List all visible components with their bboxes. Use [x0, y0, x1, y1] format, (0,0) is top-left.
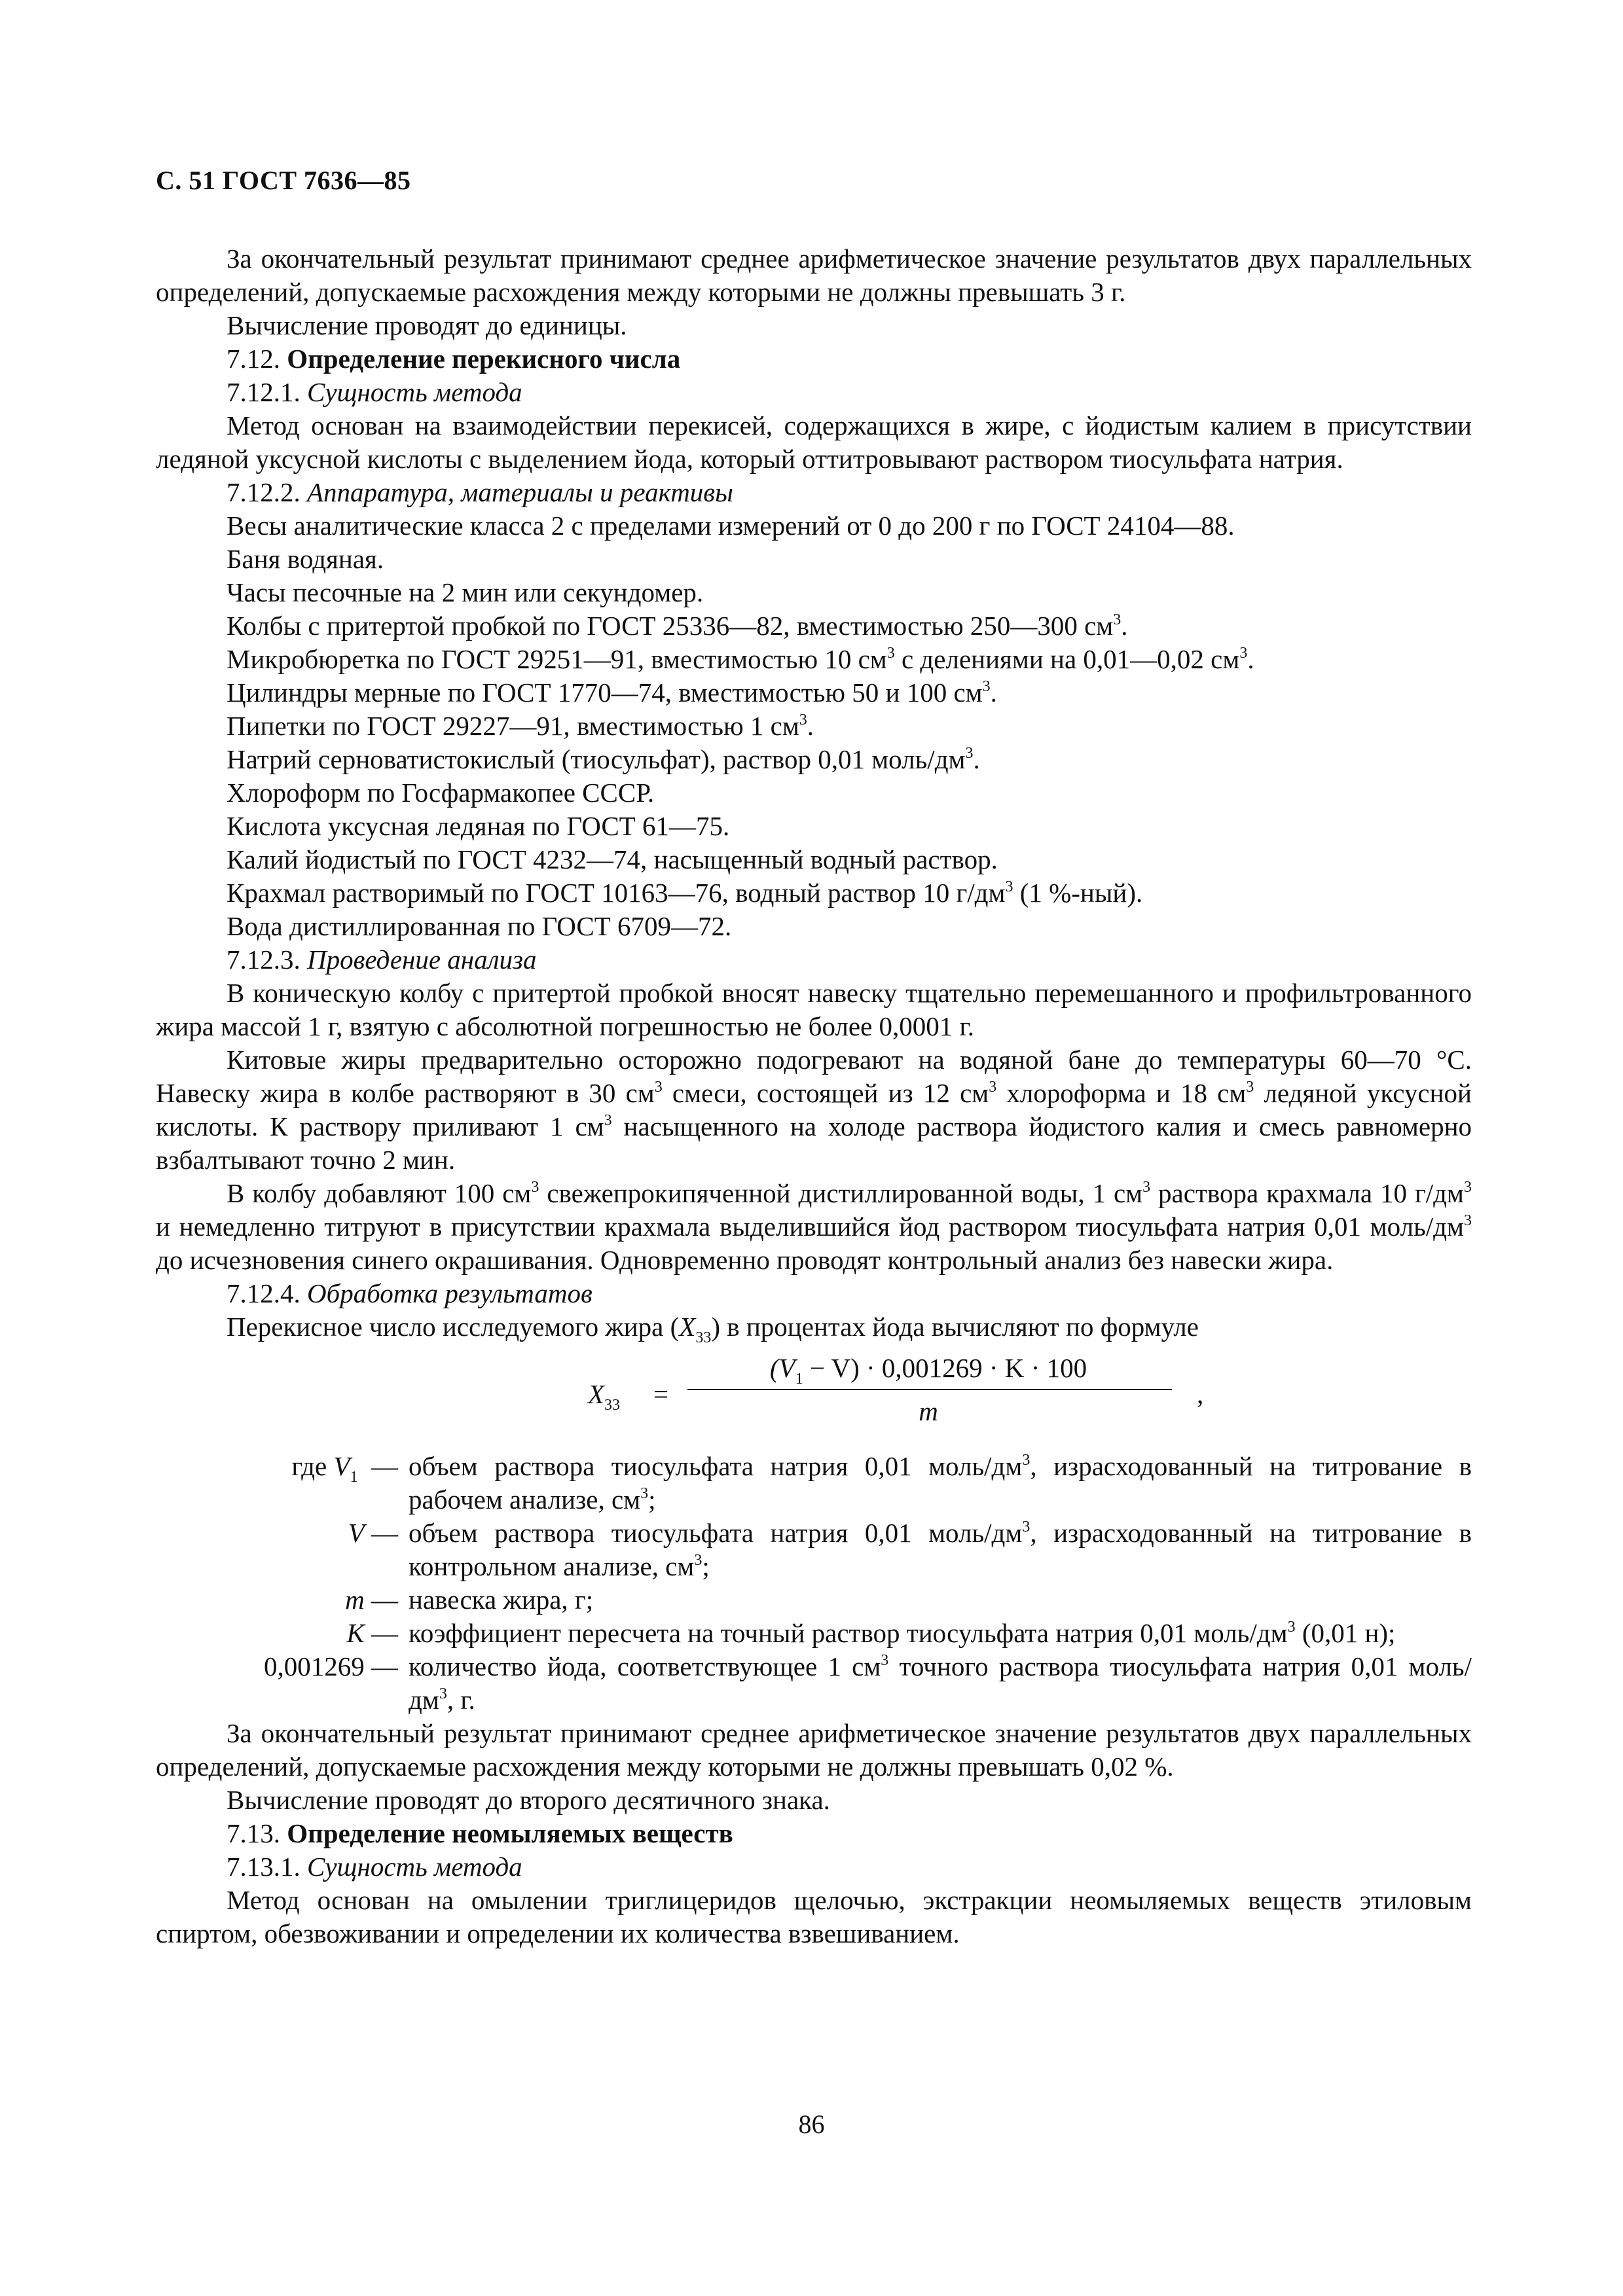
subsection-heading-7-12-3 [156, 943, 1472, 977]
text-fragment: ледяной уксусной кислоты. К раствору приливают 1 см [156, 1078, 1472, 1141]
section-number: 7.13. [227, 1818, 280, 1848]
subsection-number: 7.13.1. [227, 1852, 301, 1882]
paragraph-analysis-3 [156, 1177, 1472, 1277]
formula-equals: = [653, 1379, 669, 1409]
text-fragment: (0,01 н); [1295, 1618, 1396, 1648]
formula-legend [156, 1450, 1472, 1717]
text-fragment: Крахмал растворимый по ГОСТ 10163—76, водный раствор 10 г/дм [227, 878, 1006, 908]
legend-row [156, 1617, 1472, 1650]
text-fragment: . [807, 711, 814, 741]
text-fragment: точного раствора тиосульфата натрия 0,01 моль/дм [409, 1651, 1472, 1715]
text-fragment: Перекисное число исследуемого жира ( [227, 1312, 680, 1342]
paragraph-calc-precision: Вычисление проводят до единицы. [227, 310, 627, 340]
text-fragment: Микробюретка по ГОСТ 29251—91, вместимостью 10 см [227, 644, 887, 674]
equipment-item: Хлороформ по Госфармакопее СССР. [227, 778, 655, 808]
section-heading-7-12 [156, 342, 1472, 376]
superscript: 3 [989, 1079, 997, 1096]
text-fragment: . [1247, 644, 1254, 674]
paragraph-formula-intro [156, 1310, 1472, 1344]
equipment-item [156, 676, 1472, 709]
superscript: 3 [640, 1485, 649, 1502]
legend-description [409, 1450, 1472, 1516]
superscript: 3 [1464, 1212, 1472, 1229]
variable: V [348, 1518, 365, 1548]
formula-denominator: m [919, 1396, 938, 1426]
section-title: Определение неомыляемых веществ [287, 1818, 733, 1848]
subsection-title: Сущность метода [307, 377, 522, 407]
text-fragment: объем раствора тиосульфата натрия 0,01 моль/дм [409, 1451, 1023, 1481]
variable: V [333, 1451, 350, 1481]
superscript: 3 [1287, 1619, 1296, 1636]
fraction-bar [687, 1389, 1172, 1390]
text-fragment: − V) · 0,001269 · K · 100 [803, 1353, 1087, 1383]
equipment-item [156, 743, 1472, 776]
text-fragment: объем раствора тиосульфата натрия 0,01 моль/дм [409, 1518, 1023, 1548]
page-number: 86 [798, 2109, 825, 2139]
text-fragment: , г. [447, 1685, 475, 1715]
legend-description [409, 1516, 1472, 1583]
superscript: 3 [881, 1652, 889, 1669]
superscript: 3 [982, 678, 991, 695]
subscript: 33 [695, 1329, 712, 1346]
subscript: 33 [604, 1397, 621, 1414]
equipment-item: Вода дистиллированная по ГОСТ 6709—72. [227, 911, 732, 941]
text-fragment: . [990, 677, 997, 708]
text-fragment: смеси, состоящей из 12 см [662, 1078, 989, 1108]
equipment-item [156, 609, 1472, 643]
formula-comma: , [1197, 1379, 1204, 1409]
text-fragment: до исчезновения синего окрашивания. Одновременно проводят контрольный анализ без навески жира. [156, 1245, 1334, 1275]
formula-lhs [588, 1378, 621, 1414]
text-fragment: . [1121, 611, 1128, 641]
equipment-item: Калий йодистый по ГОСТ 4232—74, насыщенный водный раствор. [227, 844, 998, 874]
legend-row [156, 1450, 1472, 1516]
legend-dash: — [371, 1518, 398, 1548]
document-body [156, 242, 1472, 1950]
paragraph-analysis-1: В коническую колбу с притертой пробкой вносят навеску тщательно перемешанного и профильтрованного жира массой 1 г, взятую с абсолютной погрешностью не более 0,0001 г. [156, 978, 1472, 1041]
equipment-item: Весы аналитические класса 2 с пределами измерений от 0 до 200 г по ГОСТ 24104—88. [227, 511, 1235, 541]
superscript: 3 [1463, 1179, 1472, 1196]
superscript: 3 [1022, 1452, 1030, 1469]
legend-description [409, 1650, 1472, 1717]
superscript: 3 [1113, 611, 1122, 628]
text-fragment: ; [702, 1551, 710, 1581]
text-fragment: Пипетки по ГОСТ 29227—91, вместимостью 1 см [227, 711, 799, 741]
legend-lead: где [291, 1451, 327, 1481]
page-header: С. 51 ГОСТ 7636—85 [156, 166, 411, 195]
text-fragment: насыщенного на холоде раствора йодистого калия и смесь равномерно взбалтывают точно 2 мин. [156, 1111, 1472, 1175]
legend-dash: — [371, 1618, 398, 1648]
text-fragment: коэффициент пересчета на точный раствор тиосульфата натрия 0,01 моль/дм [409, 1618, 1288, 1648]
equipment-item [156, 709, 1472, 743]
legend-dash: — [371, 1651, 398, 1681]
subsection-heading-7-12-2 [156, 476, 1472, 509]
superscript: 3 [799, 711, 807, 728]
paragraph-method-2: Метод основан на омылении триглицеридов щелочью, экстракции неомыляемых веществ этиловым спиртом, обезвоживании и определении их количества взвешиванием. [156, 1885, 1472, 1948]
section-title: Определение перекисного числа [287, 344, 681, 374]
superscript: 3 [965, 745, 974, 762]
superscript: 3 [531, 1179, 539, 1196]
legend-symbol [156, 1516, 398, 1583]
legend-symbol [156, 1450, 398, 1516]
formula-numerator [680, 1352, 1177, 1388]
section-number: 7.12. [227, 344, 280, 374]
equipment-item: Баня водяная. [227, 544, 384, 574]
subscript: 1 [795, 1371, 803, 1388]
variable: m [345, 1585, 365, 1615]
text-fragment: . [973, 744, 980, 774]
text-fragment: , израсходованный на титрование в контрольном анализе, см [409, 1518, 1472, 1581]
paragraph-final-precision: Вычисление проводят до второго десятичного знака. [227, 1785, 830, 1815]
equipment-item [156, 643, 1472, 676]
superscript: 3 [1142, 1179, 1151, 1196]
equipment-item: Часы песочные на 2 мин или секундомер. [227, 577, 704, 607]
subsection-title: Аппаратура, материалы и реактивы [307, 477, 733, 507]
legend-symbol [156, 1617, 398, 1650]
variable: X [679, 1312, 696, 1342]
text-fragment: (V [769, 1353, 795, 1383]
variable: X [588, 1379, 605, 1409]
text-fragment: В колбу добавляют 100 см [227, 1178, 532, 1208]
legend-symbol [156, 1583, 398, 1617]
paragraph-method: Метод основан на взаимодействии перекисей, содержащихся в жире, с йодистым калием в присутствии ледяной уксусной кислоты с выделением йода, который оттитровывают раствором тиосульфата натрия. [156, 410, 1472, 474]
text-fragment: , израсходованный на титрование в рабочем анализе, см [409, 1451, 1472, 1515]
subsection-title: Проведение анализа [307, 944, 537, 975]
subsection-number: 7.12.4. [227, 1278, 301, 1308]
text-fragment: Колбы с притертой пробкой по ГОСТ 25336—82, вместимостью 250—300 см [227, 611, 1114, 641]
superscript: 3 [694, 1552, 702, 1569]
legend-description [409, 1617, 1472, 1650]
text-fragment: количество йода, соответствующее 1 см [409, 1651, 881, 1681]
subsection-heading-7-13-1 [156, 1850, 1472, 1884]
peroxide-number-formula [156, 1352, 1472, 1443]
text-fragment: Натрий серноватистокислый (тиосульфат), раствор 0,01 моль/дм [227, 744, 966, 774]
superscript: 3 [886, 645, 895, 662]
subsection-number: 7.12.3. [227, 944, 301, 975]
text-fragment: Китовые жиры предварительно осторожно подогревают на водяной бане до температуры 60—70 °С. Навеску жира в колбе растворяют в 30 см [156, 1045, 1472, 1108]
superscript: 3 [654, 1079, 663, 1096]
subscript: 1 [350, 1469, 358, 1486]
subsection-heading-7-12-1 [156, 376, 1472, 409]
legend-constant: 0,001269 [264, 1651, 365, 1681]
superscript: 3 [604, 1112, 612, 1129]
text-fragment: с делениями на 0,01—0,02 см [894, 644, 1240, 674]
superscript: 3 [1022, 1518, 1030, 1535]
legend-symbol [156, 1650, 398, 1717]
superscript: 3 [1005, 878, 1013, 895]
text-fragment: (1 %-ный). [1013, 878, 1143, 908]
subsection-number: 7.12.1. [227, 377, 301, 407]
legend-dash: — [371, 1451, 398, 1481]
paragraph-result: За окончательный результат принимают среднее арифметическое значение результатов двух параллельных определений, допускаемые расхождения между которыми не должны превышать 3 г. [156, 243, 1472, 307]
text-fragment: свежепрокипяченной дистиллированной воды, 1 см [539, 1178, 1143, 1208]
text-fragment: и немедленно титруют в присутствии крахмала выделившийся йод раствором тиосульфата натрия 0,01 моль/дм [156, 1211, 1464, 1242]
subsection-title: Сущность метода [307, 1852, 522, 1882]
legend-dash: — [371, 1585, 398, 1615]
legend-row [156, 1516, 1472, 1583]
text-fragment: ) в процентах йода вычисляют по формуле [711, 1312, 1199, 1342]
legend-row [156, 1583, 1472, 1617]
text-fragment: хлороформа и 18 см [996, 1078, 1247, 1108]
legend-row [156, 1650, 1472, 1717]
subsection-heading-7-12-4 [156, 1277, 1472, 1310]
legend-description: навеска жира, г; [409, 1585, 594, 1615]
equipment-item [156, 876, 1472, 910]
section-heading-7-13 [156, 1817, 1472, 1850]
paragraph-analysis-2 [156, 1043, 1472, 1177]
superscript: 3 [1239, 645, 1248, 662]
subsection-title: Обработка результатов [307, 1278, 593, 1308]
variable: K [346, 1618, 365, 1648]
superscript: 3 [439, 1685, 447, 1702]
text-fragment: ; [648, 1484, 656, 1515]
superscript: 3 [1246, 1079, 1254, 1096]
text-fragment: Цилиндры мерные по ГОСТ 1770—74, вместимостью 50 и 100 см [227, 677, 983, 708]
equipment-item: Кислота уксусная ледяная по ГОСТ 61—75. [227, 811, 730, 841]
paragraph-final-result: За окончательный результат принимают среднее арифметическое значение результатов двух параллельных определений, допускаемые расхождения между которыми не должны превышать 0,02 %. [156, 1718, 1472, 1782]
subsection-number: 7.12.2. [227, 477, 301, 507]
text-fragment: раствора крахмала 10 г/дм [1150, 1178, 1464, 1208]
